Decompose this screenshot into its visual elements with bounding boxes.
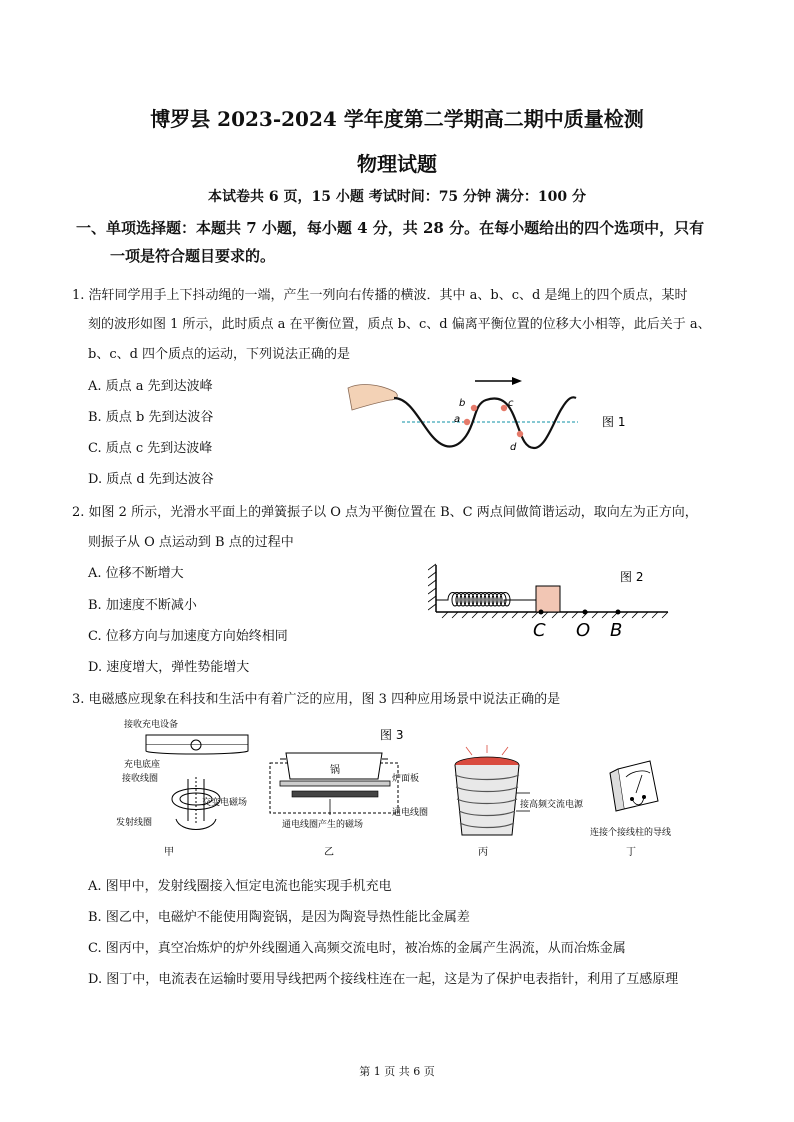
figure-3-d-ammeter: [590, 761, 671, 858]
section-heading: 一、单项选择题：本题共 7 小题，每小题 4 分，共 28 分。在每小题给出的四个选项中，只有: [76, 219, 705, 237]
q1-stem-line2: 刻的波形如图 1 所示，此时质点 a 在平衡位置，质点 b、c、d 偏离平衡位置的位移大小相等，此后关于 a、: [88, 317, 711, 332]
label-emit-coil: 发射线圈: [116, 818, 153, 828]
figure-1-label: 图 1: [602, 415, 626, 429]
label-d: d: [510, 442, 517, 453]
label-sub-d: 丁: [626, 847, 636, 858]
label-receiver-device: 接收充电设备: [124, 720, 179, 730]
q1-stem-line1: 1. 浩轩同学用手上下抖动绳的一端，产生一列向右传播的横波．其中 a、b、c、d 是绳上的四个质点，某时: [72, 288, 688, 303]
q1-option-a: A. 质点 a 先到达波峰: [88, 379, 213, 394]
q1-option-c: C. 质点 c 先到达波峰: [88, 441, 213, 456]
label-sub-b: 乙: [324, 847, 334, 858]
q3-stem: 3. 电磁感应现象在科技和生活中有着广泛的应用，图 3 四种应用场景中说法正确的是: [72, 692, 561, 707]
label-pot: 锅: [330, 765, 340, 776]
q2-option-c: C. 位移方向与加速度方向始终相同: [88, 629, 288, 644]
point-b: [471, 405, 477, 411]
figure-3: [110, 715, 710, 865]
point-c: [501, 405, 507, 411]
label-coil-field: 通电线圈产生的磁场: [282, 820, 364, 830]
q2-option-d: D. 速度增大，弹性势能增大: [88, 660, 250, 675]
q3-option-d: D. 图丁中，电流表在运输时要用导线把两个接线柱连在一起，这是为了保护电表指针，利用了互感原理: [88, 972, 679, 987]
oscillator-block: [536, 586, 560, 612]
figure-2-spring: [428, 560, 678, 645]
label-hf-source: 接高频交流电源: [520, 800, 584, 810]
figure-1-wave: [340, 370, 640, 460]
figure-3-a-charger: [116, 718, 248, 858]
point-d: [517, 431, 523, 437]
section-heading-cont: 一项是符合题目要求的。: [110, 247, 276, 265]
page-title: 博罗县 2023-2024 学年度第二学期高二期中质量检测: [150, 107, 644, 131]
q1-option-b: B. 质点 b 先到达波谷: [88, 410, 214, 425]
q1-option-d: D. 质点 d 先到达波谷: [88, 472, 214, 487]
label-sub-c: 丙: [478, 847, 488, 858]
label-connect-wire: 连接个接线柱的导线: [590, 828, 672, 838]
point-a: [464, 419, 470, 425]
figure-3-b-cooker: [270, 753, 428, 858]
label-C: C: [533, 620, 546, 641]
hand-icon: [348, 385, 397, 410]
label-c: c: [508, 398, 514, 409]
figure-3-label: 图 3: [380, 728, 404, 742]
label-sub-a: 甲: [164, 847, 174, 858]
q2-option-a: A. 位移不断增大: [88, 566, 184, 581]
q3-option-b: B. 图乙中，电磁炉不能使用陶瓷锅，是因为陶瓷导热性能比金属差: [88, 910, 470, 925]
label-B: B: [610, 620, 623, 641]
label-a: a: [454, 414, 461, 425]
q2-stem-line2: 则振子从 O 点运动到 B 点的过程中: [88, 535, 294, 550]
label-stove-plate: 炉面板: [392, 774, 420, 784]
q3-option-c: C. 图丙中，真空冶炼炉的炉外线圈通入高频交流电时，被冶炼的金属产生涡流，从而冶炼金属: [88, 941, 626, 956]
q3-option-a: A. 图甲中，发射线圈接入恒定电流也能实现手机充电: [88, 879, 392, 894]
figure-2-label: 图 2: [620, 570, 644, 584]
page-subtitle: 物理试题: [357, 152, 437, 176]
label-charging-base: 充电底座: [124, 760, 161, 770]
label-alt-field: 交变电磁场: [202, 798, 248, 808]
exam-info: 本试卷共 6 页，15 小题 考试时间：75 分钟 满分：100 分: [207, 189, 587, 205]
figure-3-c-furnace: [455, 745, 584, 858]
label-receive-coil: 接收线圈: [122, 774, 159, 784]
label-b: b: [459, 398, 466, 409]
page-footer: 第 1 页 共 6 页: [359, 1065, 435, 1078]
q1-stem-line3: b、c、d 四个质点的运动，下列说法正确的是: [88, 347, 351, 362]
q2-option-b: B. 加速度不断减小: [88, 598, 197, 613]
label-coil-wire: 通电线圈: [392, 808, 429, 818]
label-O: O: [576, 620, 591, 641]
q2-stem-line1: 2. 如图 2 所示，光滑水平面上的弹簧振子以 O 点为平衡位置在 B、C 两点间做简谐运动，取向左为正方向，: [72, 505, 698, 520]
